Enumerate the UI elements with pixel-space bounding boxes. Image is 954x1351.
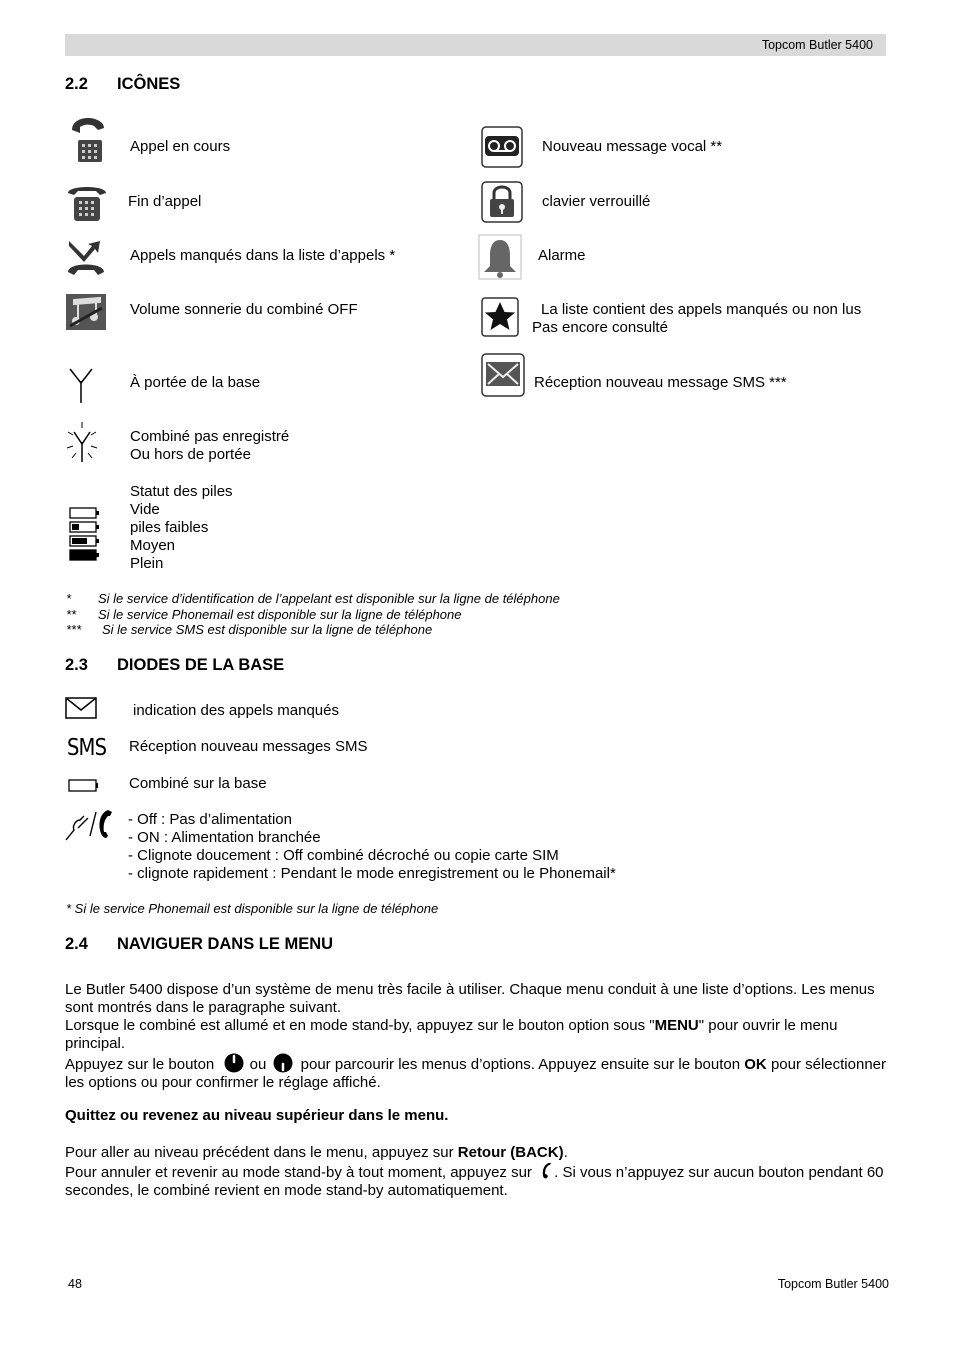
power-led-description <box>128 811 616 883</box>
icon-label-alarm: Alarme <box>538 247 586 264</box>
text-run: " pour ouvrir le menu principal. <box>65 1017 838 1052</box>
text-run: ou <box>249 1056 267 1073</box>
footnote-mark: * <box>66 591 72 606</box>
section-number: 2.4 <box>65 935 88 953</box>
text-run: pour parcourir les menus d’options. Appuyez ensuite sur le bouton <box>300 1056 741 1073</box>
sms-text-icon: SMS <box>67 735 107 761</box>
section-number: 2.3 <box>65 656 88 674</box>
icon-label-voicemail: Nouveau message vocal ** <box>542 138 723 155</box>
battery-level: Vide <box>130 501 160 518</box>
power-line: - Clignote doucement : Off combiné décroché ou copie carte SIM <box>128 847 559 864</box>
icon-label-in-range: À portée de la base <box>130 374 261 391</box>
page-header <box>65 34 886 56</box>
envelope-icon <box>65 697 97 719</box>
battery-level: Moyen <box>130 537 176 554</box>
text-run: . Si vous n’appuyez sur aucun bouton pendant 60 secondes, le combiné revient en mode stand-by automatiquement. <box>65 1164 884 1199</box>
star-icon <box>481 297 519 337</box>
power-phone-icon <box>64 808 118 842</box>
keypad-lock-icon <box>481 181 523 223</box>
menu-cancel-paragraph <box>65 1162 887 1200</box>
alarm-bell-icon <box>478 234 522 280</box>
icon-label-unread-list <box>532 301 861 337</box>
battery-level: piles faibles <box>130 519 209 536</box>
icon-label-keypad-locked: clavier verrouillé <box>542 193 651 210</box>
battery-level: Plein <box>130 555 164 572</box>
phone-hangup-icon <box>66 181 108 223</box>
end-call-key-icon <box>539 1162 553 1180</box>
led-label-sms: Réception nouveau messages SMS <box>129 738 368 755</box>
missed-call-icon <box>66 238 106 278</box>
icon-label-new-sms: Réception nouveau message SMS *** <box>534 374 787 391</box>
menu-open-paragraph <box>65 1017 887 1053</box>
battery-icons <box>69 506 101 562</box>
footnote-mark: *** <box>66 622 82 637</box>
power-line: - clignote rapidement : Pendant le mode enregistrement ou le Phonemail* <box>128 865 616 882</box>
handset-on-base-icon <box>68 779 100 793</box>
nav-up-button-icon <box>224 1053 244 1073</box>
header-title: Topcom Butler 5400 <box>761 38 873 52</box>
section-title: NAVIGUER DANS LE MENU <box>117 935 334 953</box>
section-heading-menu <box>65 935 333 954</box>
battery-empty-icon <box>70 508 99 518</box>
footnote <box>66 591 560 606</box>
battery-title: Statut des piles <box>130 483 233 500</box>
battery-medium-icon <box>70 536 99 546</box>
text-run: . <box>563 1144 568 1161</box>
led-label-on-base: Combiné sur la base <box>129 775 267 792</box>
antenna-icon <box>66 367 96 405</box>
footnote-mark: ** <box>66 607 77 622</box>
voicemail-icon <box>481 126 523 168</box>
led-label-missed: indication des appels manqués <box>133 702 339 719</box>
label-line: Combiné pas enregistré <box>130 428 290 445</box>
battery-full-icon <box>70 550 99 560</box>
menu-navigate-paragraph <box>65 1053 887 1092</box>
page-number: 48 <box>68 1277 82 1291</box>
footnote <box>66 622 432 637</box>
label-line: Pas encore consulté <box>532 319 668 336</box>
antenna-blink-icon <box>64 420 100 464</box>
section-title: ICÔNES <box>117 75 181 93</box>
battery-low-icon <box>70 522 99 532</box>
footnote-text: Si le service d’identification de l’appelant est disponible sur la ligne de téléphone <box>98 591 560 606</box>
footnote <box>66 607 462 622</box>
ringer-off-icon <box>66 294 106 330</box>
text-run: pour sélectionner les options ou pour confirmer le réglage affiché. <box>65 1056 887 1091</box>
section-heading-icons <box>65 75 180 94</box>
footnote-phonemail: * Si le service Phonemail est disponible sur la ligne de téléphone <box>66 901 439 916</box>
icon-label-missed-calls: Appels manqués dans la liste d’appels * <box>130 247 396 264</box>
label-line: Ou hors de portée <box>130 446 251 463</box>
battery-status-list <box>130 483 233 573</box>
text-run: Lorsque le combiné est allumé et en mode stand-by, appuyez sur le bouton option sous " <box>65 1017 655 1034</box>
text-run: Appuyez sur le bouton <box>65 1056 215 1073</box>
text-run: Pour annuler et revenir au mode stand-by à tout moment, appuyez sur <box>65 1164 532 1181</box>
back-key-label: Retour (BACK) <box>457 1144 564 1161</box>
nav-down-button-icon <box>273 1053 293 1073</box>
menu-subheading: Quittez ou revenez au niveau supérieur dans le menu. <box>65 1107 449 1124</box>
sms-envelope-icon <box>481 353 525 397</box>
menu-key-label: MENU <box>654 1017 699 1034</box>
icon-label-not-registered <box>130 428 289 464</box>
menu-back-paragraph <box>65 1144 887 1162</box>
footnote-text: Si le service Phonemail est disponible sur la ligne de téléphone <box>98 607 462 622</box>
section-title: DIODES DE LA BASE <box>117 656 285 674</box>
footnote-text: Si le service SMS est disponible sur la ligne de téléphone <box>102 622 433 637</box>
icon-label-call-active: Appel en cours <box>130 138 231 155</box>
section-number: 2.2 <box>65 75 88 93</box>
power-line: - ON : Alimentation branchée <box>128 829 321 846</box>
section-heading-leds <box>65 656 284 675</box>
icon-label-ringer-off: Volume sonnerie du combiné OFF <box>130 301 358 318</box>
phone-call-icon <box>66 116 108 164</box>
label-line: La liste contient des appels manqués ou non lus <box>541 301 862 318</box>
text-run: Pour aller au niveau précédent dans le menu, appuyez sur <box>65 1144 454 1161</box>
ok-key-label: OK <box>744 1056 767 1073</box>
menu-intro-paragraph: Le Butler 5400 dispose d’un système de menu très facile à utiliser. Chaque menu conduit à une liste d’options. Les menus sont montrés dans le paragraphe suivant. <box>65 981 875 1016</box>
power-line: - Off : Pas d’alimentation <box>128 811 292 828</box>
icon-label-call-end: Fin d’appel <box>128 193 202 210</box>
footer-title: Topcom Butler 5400 <box>777 1277 889 1291</box>
